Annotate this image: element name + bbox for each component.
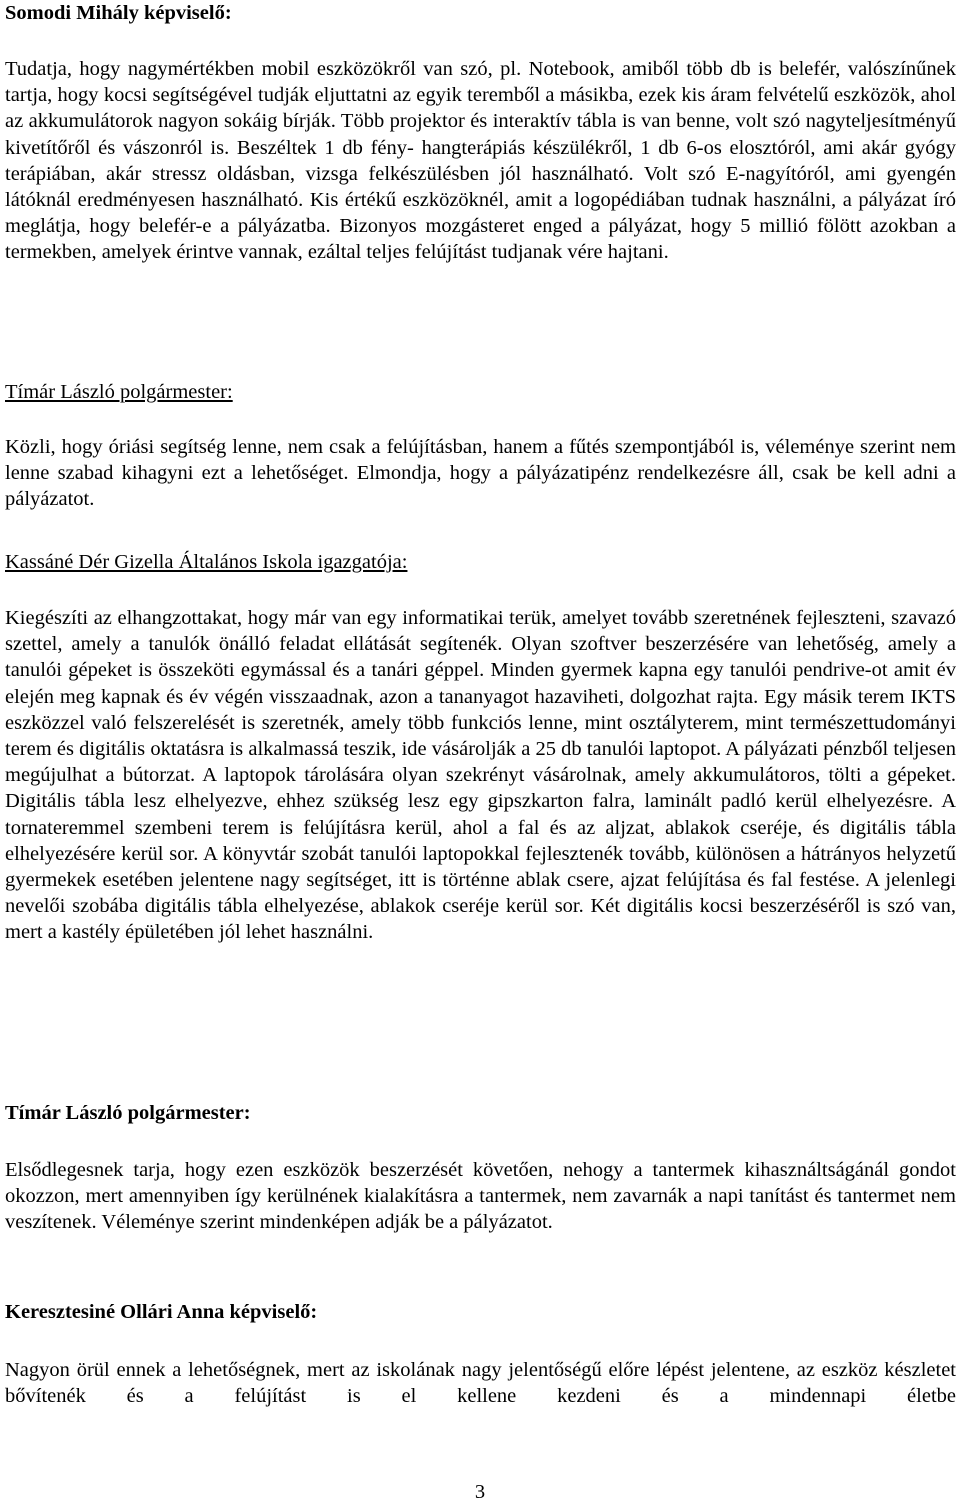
speaker-heading: Tímár László polgármester:	[5, 1102, 251, 1124]
speaker-heading: Kassáné Dér Gizella Általános Iskola igazgatója:	[5, 551, 408, 573]
statement-paragraph: Közli, hogy óriási segítség lenne, nem csak a felújításban, hanem a fűtés szempontjából is, véleménye szerint nem lenne szabad kihagyni ezt a lehetőséget. Elmondja, hogy a pályázatipénz rendelkezésre áll, csak be kell adni a pályázatot.	[5, 436, 956, 511]
speaker-heading: Tímár László polgármester:	[5, 381, 233, 403]
page-number: 3	[474, 1481, 486, 1503]
speaker-heading: Somodi Mihály képviselő:	[5, 2, 232, 24]
statement-paragraph: Tudatja, hogy nagymértékben mobil eszközökről van szó, pl. Notebook, amiből több db is belefér, valószínűnek tartja, hogy kocsi segítségével tudják eljuttatni az egyik teremből a másikba, ezek kis áram felvételű eszközök, ahol az akkumulátorok nagyon sokáig bírják. Több projektor és interaktív tábla is van benne, volt szó nagyteljesítményű kivetítőről és vászonról is. Beszéltek 1 db fény- hangterápiás készülékről, 1 db 6-os elosztóról, ami akár gyógy terápiában, akár stressz oldásban, vizsga felkészülésben jól használható. Volt szó E-nagyítóról, ami gyengén látóknál eredményesen használható. Kis értékű eszközöknél, amit a logopédiában tudnak használni, a pályázat író meglátja, hogy belefér-e a pályázatba. Bizonyos mozgásteret enged a pályázat, hogy 5 millió fölött azokban a termekben, amelyek érintve vannak, ezáltal teljes felújítást tudjanak vére hajtani.	[5, 58, 956, 264]
statement-paragraph: Elsődlegesnek tarja, hogy ezen eszközök beszerzését követően, nehogy a tantermek kihasználtságánál gondot okozzon, mert amennyiben így kerülnének kialakításra a tantermek, nem zavarnák a napi tanítást és tantermet nem veszítenek. Véleménye szerint mindenképen adják be a pályázatot.	[5, 1159, 956, 1234]
statement-paragraph: Nagyon örül ennek a lehetőségnek, mert az iskolának nagy jelentőségű előre lépést jelentene, az eszköz készletet bővítenék és a felújítást is el kellene kezdeni és a mindennapi életbe	[5, 1359, 956, 1408]
speaker-heading: Keresztesiné Ollári Anna képviselő:	[5, 1301, 318, 1323]
statement-paragraph: Kiegészíti az elhangzottakat, hogy már van egy informatikai terük, amelyet tovább szeretnének fejleszteni, szavazó szettel, amely a tanulók önálló feladat ellátását segítenék. Olyan szoftver beszerzésére van lehetőség, amely a tanulói gépeket is összeköti egymással és a tanári géppel. Minden gyermek kapna egy tanulói pendrive-ot amit év elején meg kapnak és év végén visszaadnak, azon a tananyagot hazaviheti, dolgozhat rajta. Egy másik terem IKTS eszközzel való felszerelését is szeretnék, amely több funkciós lenne, mint osztályterem, mint természettudományi terem és digitális oktatásra is alkalmassá teszik, ide vásárolják a 25 db tanulói laptopot. A pályázati pénzből teljesen megújulhat a bútorzat. A laptopok tárolására olyan szekrényt vásárolnak, amely akkumulátoros, tölti a gépeket. Digitális tábla lesz elhelyezve, ehhez szükség lesz egy gipszkarton falra, laminált padló kerül elhelyezésre. A tornateremmel szembeni terem is felújításra kerül, ahol a fal és az aljzat, ablakok cseréje, és digitális tábla elhelyezésére kerül sor. A könyvtár szobát tanulói laptopokkal fejlesztenék tovább, különösen a hátrányos helyzetű gyermekek esetében jelentene nagy segítséget, itt is történne ablak csere, ajzat felújítása és fal festése. A jelenlegi nevelői szobába digitális tábla elhelyezése, ablakok cseréje kerül sor. Két digitális kocsi beszerzéséről is szó van, mert a kastély épületében jól lehet használni.	[5, 607, 956, 944]
